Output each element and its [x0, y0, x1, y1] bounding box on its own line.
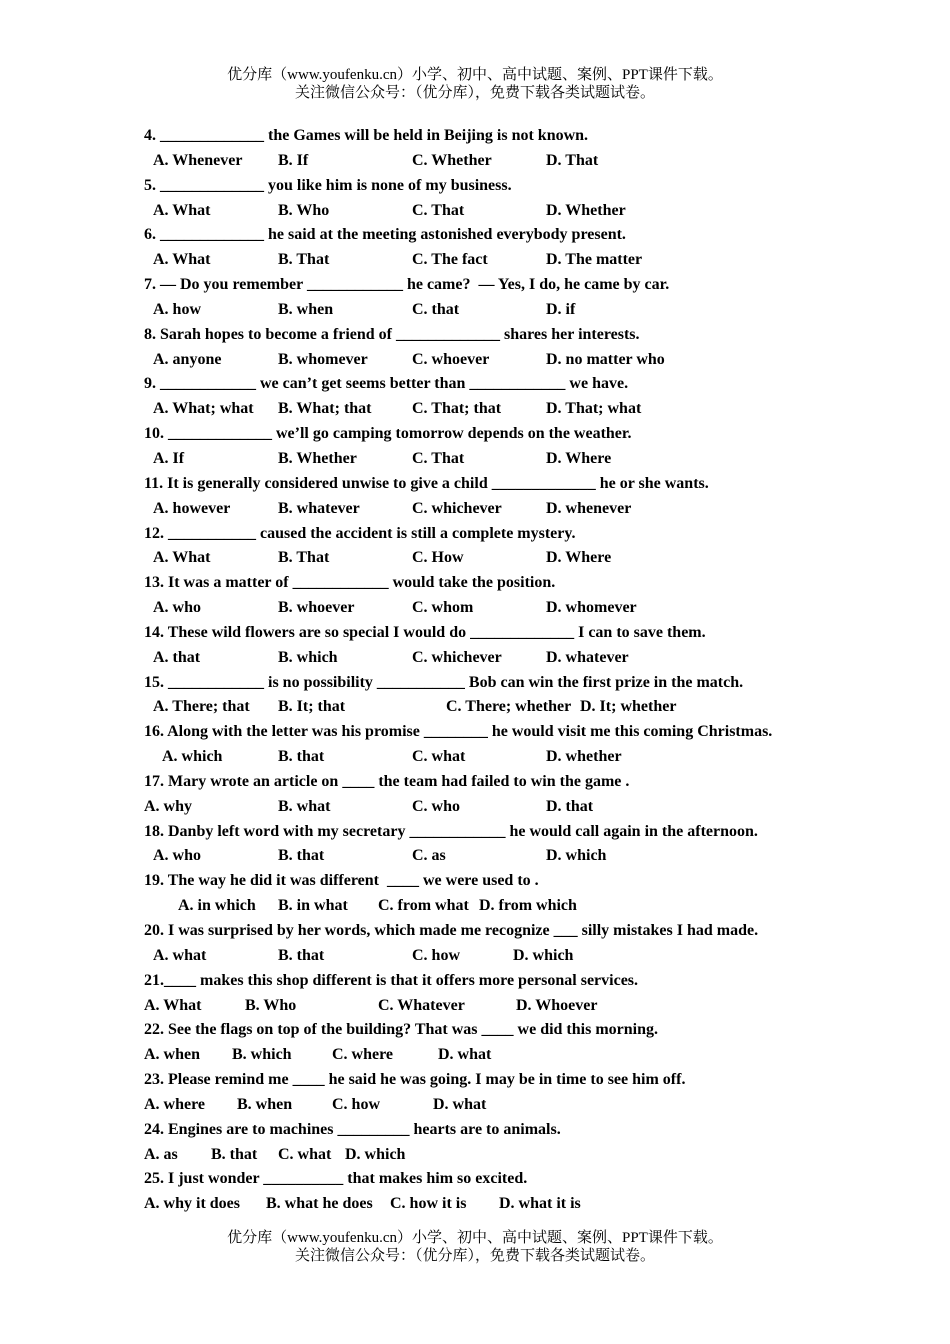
question-24-stem: 24. Engines are to machines _________ hearts are to animals. — [144, 1120, 561, 1138]
question-21-stem: 21.____ makes this shop different is that it offers more personal services. — [144, 971, 639, 989]
option-a: A. however — [153, 499, 231, 517]
option-d: D. That — [546, 151, 599, 169]
option-a: A. What — [153, 251, 211, 269]
option-a: A. who — [153, 847, 202, 865]
option-c: C. whichever — [412, 499, 502, 517]
question-23-stem: 23. Please remind me ____ he said he was going. I may be in time to see him off. — [144, 1071, 686, 1089]
question-15-options — [144, 695, 824, 720]
option-b: B. whatever — [278, 499, 360, 517]
question-4-options — [144, 149, 824, 174]
option-a: A. If — [153, 449, 185, 467]
option-b: B. that — [278, 946, 325, 964]
option-b: B. which — [278, 648, 338, 666]
option-c: C. how it is — [390, 1195, 467, 1213]
option-a: A. why — [144, 797, 193, 815]
question-list — [144, 124, 824, 1217]
option-c: C. There; whether — [446, 698, 572, 716]
question-17-options — [144, 795, 824, 820]
option-b: B. Who — [278, 201, 330, 219]
option-d: D. That; what — [546, 400, 642, 418]
option-d: D. no matter who — [546, 350, 665, 368]
option-a: A. in which — [178, 897, 256, 915]
question-12-options — [144, 546, 824, 571]
option-c: C. what — [278, 1145, 332, 1163]
option-d: D. if — [546, 300, 576, 318]
question-13-stem: 13. It was a matter of ____________ would take the position. — [144, 574, 556, 592]
option-d: D. Whoever — [516, 996, 598, 1014]
option-b: B. whoever — [278, 599, 355, 617]
page-header — [0, 66, 950, 102]
option-c: C. Whatever — [378, 996, 465, 1014]
question-4-stem: 4. _____________ the Games will be held in Beijing is not known. — [144, 127, 589, 144]
option-d: D. that — [546, 797, 594, 815]
question-25-stem: 25. I just wonder __________ that makes him so excited. — [144, 1170, 528, 1188]
option-b: B. What; that — [278, 400, 372, 418]
option-a: A. What — [153, 201, 211, 219]
question-21-options — [144, 994, 824, 1019]
question-5-stem: 5. _____________ you like him is none of my business. — [144, 176, 512, 194]
option-b: B. in what — [278, 897, 348, 915]
question-18-stem: 18. Danby left word with my secretary ____________ he would call again in the afternoon. — [144, 822, 758, 840]
option-d: D. which — [546, 847, 607, 865]
option-d: D. which — [345, 1145, 406, 1163]
question-25-options — [144, 1192, 824, 1217]
question-8-stem: 8. Sarah hopes to become a friend of _____________ shares her interests. — [144, 325, 640, 343]
question-19-options — [144, 894, 824, 919]
question-10-stem: 10. _____________ we’ll go camping tomorrow depends on the weather. — [144, 425, 632, 443]
question-8-options — [144, 348, 824, 373]
option-b: B. Whether — [278, 449, 357, 467]
option-d: D. whatever — [546, 648, 629, 666]
option-a: A. who — [153, 599, 202, 617]
option-b: B. what — [278, 797, 331, 815]
option-c: C. from what — [378, 897, 469, 915]
option-c: C. who — [412, 797, 461, 815]
question-19-stem: 19. The way he did it was different ____ we were used to . — [144, 872, 539, 890]
option-a: A. when — [144, 1046, 201, 1064]
option-d: D. Whether — [546, 201, 626, 219]
option-b: B. what he does — [266, 1195, 373, 1213]
question-9-stem: 9. ____________ we can’t get seems better than ____________ we have. — [144, 375, 629, 393]
option-a: A. There; that — [153, 698, 250, 716]
option-d: D. which — [513, 946, 574, 964]
option-a: A. What — [144, 996, 202, 1014]
option-c: C. whom — [412, 599, 474, 617]
question-22-stem: 22. See the flags on top of the building? That was ____ we did this morning. — [144, 1021, 658, 1039]
option-d: D. It; whether — [580, 698, 677, 716]
question-20-stem: 20. I was surprised by her words, which made me recognize ___ silly mistakes I had made. — [144, 922, 759, 939]
option-d: D. what — [438, 1046, 492, 1064]
question-24-options — [144, 1143, 824, 1168]
question-9-options — [144, 397, 824, 422]
option-b: B. that — [211, 1145, 258, 1163]
option-c: C. That — [412, 449, 465, 467]
option-a: A. which — [162, 748, 223, 766]
option-d: D. Where — [546, 549, 612, 567]
question-16-stem: 16. Along with the letter was his promise ________ he would visit me this coming Christmas. — [144, 723, 773, 741]
question-14-options — [144, 646, 824, 671]
question-20-options — [144, 944, 824, 969]
option-a: A. Whenever — [153, 151, 243, 169]
option-b: B. Who — [245, 996, 297, 1014]
option-b: B. whomever — [278, 350, 368, 368]
option-a: A. What — [153, 549, 211, 567]
option-c: C. whoever — [412, 350, 490, 368]
question-5-options — [144, 199, 824, 224]
option-d: D. whomever — [546, 599, 637, 617]
footer-line-1: 优分库（www.youfenku.cn）小学、初中、高中试题、案例、PPT课件下载。 — [227, 1230, 723, 1246]
option-c: C. How — [412, 549, 464, 567]
question-15-stem: 15. ____________ is no possibility ___________ Bob can win the first prize in the match. — [144, 673, 744, 691]
option-c: C. how — [412, 946, 461, 964]
option-b: B. when — [278, 300, 334, 318]
option-b: B. If — [278, 151, 309, 169]
option-b: B. That — [278, 251, 330, 269]
option-c: C. whichever — [412, 648, 502, 666]
option-b: B. which — [232, 1046, 292, 1064]
question-14-stem: 14. These wild flowers are so special I would do _____________ I can to save them. — [144, 623, 706, 641]
option-a: A. anyone — [153, 350, 222, 368]
option-b: B. that — [278, 748, 325, 766]
option-d: D. what — [433, 1095, 487, 1113]
option-d: D. from which — [479, 897, 577, 915]
question-13-options — [144, 596, 824, 621]
option-a: A. What; what — [153, 400, 254, 418]
option-c: C. That — [412, 201, 465, 219]
option-d: D. The matter — [546, 251, 643, 269]
question-6-options — [144, 248, 824, 273]
option-a: A. as — [144, 1145, 178, 1163]
option-c: C. what — [412, 748, 466, 766]
option-c: C. how — [332, 1095, 381, 1113]
question-17-stem: 17. Mary wrote an article on ____ the team had failed to win the game . — [144, 772, 630, 790]
option-a: A. that — [153, 648, 201, 666]
option-b: B. It; that — [278, 698, 346, 716]
option-b: B. That — [278, 549, 330, 567]
question-7-options — [144, 298, 824, 323]
question-16-options — [144, 745, 824, 770]
option-d: D. Where — [546, 449, 612, 467]
option-c: C. where — [332, 1046, 394, 1064]
footer-line-2: 关注微信公众号：（优分库），免费下载各类试题试卷。 — [294, 1248, 655, 1264]
option-d: D. whether — [546, 748, 622, 766]
option-b: B. that — [278, 847, 325, 865]
header-line-2: 关注微信公众号：（优分库），免费下载各类试题试卷。 — [294, 85, 655, 101]
option-c: C. as — [412, 847, 446, 865]
question-11-options — [144, 497, 824, 522]
option-a: A. why it does — [144, 1195, 241, 1213]
question-7-stem: 7. — Do you remember ____________ he came? — Yes, I do, he came by car. — [144, 276, 670, 294]
page-footer — [0, 1229, 950, 1265]
question-18-options — [144, 844, 824, 869]
question-22-options — [144, 1043, 824, 1068]
question-23-options — [144, 1093, 824, 1118]
option-b: B. when — [237, 1095, 293, 1113]
option-c: C. That; that — [412, 400, 502, 418]
option-a: A. how — [153, 300, 202, 318]
option-d: D. whenever — [546, 499, 632, 517]
option-c: C. that — [412, 300, 460, 318]
option-c: C. The fact — [412, 251, 488, 269]
option-a: A. where — [144, 1095, 206, 1113]
option-a: A. what — [153, 946, 207, 964]
option-c: C. Whether — [412, 151, 492, 169]
question-12-stem: 12. ___________ caused the accident is still a complete mystery. — [144, 524, 576, 542]
question-10-options — [144, 447, 824, 472]
question-6-stem: 6. _____________ he said at the meeting astonished everybody present. — [144, 226, 626, 244]
question-11-stem: 11. It is generally considered unwise to give a child _____________ he or she wants. — [144, 474, 709, 492]
header-line-1: 优分库（www.youfenku.cn）小学、初中、高中试题、案例、PPT课件下载。 — [227, 67, 723, 83]
option-d: D. what it is — [499, 1195, 581, 1213]
